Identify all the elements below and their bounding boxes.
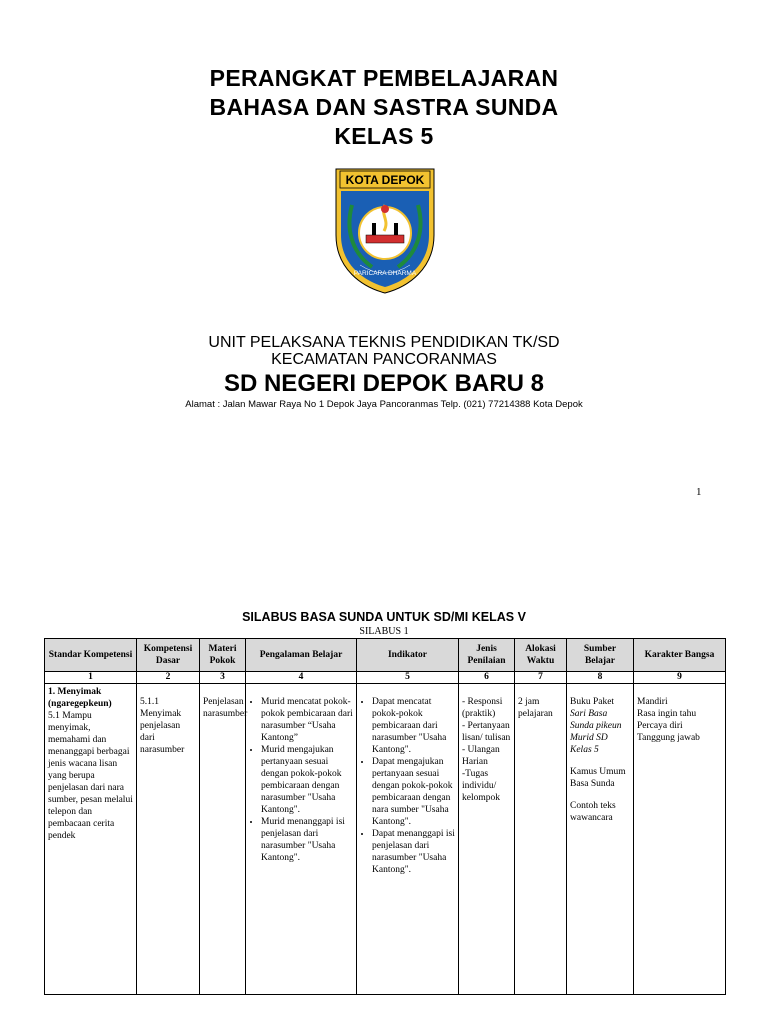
cell-karakter	[634, 684, 726, 995]
list-item: • Dapat menanggapi isi penjelasan dari narasumber "Usaha Kantong".	[372, 828, 455, 876]
header-kompetensi: Kompetensi Dasar	[137, 639, 200, 672]
logo-banner-text: KOTA DEPOK	[345, 173, 425, 187]
list-item: • Dapat mencatat pokok-pokok pembicaraan dari narasumber "Usaha Kantong".	[372, 696, 455, 756]
indikator-list	[360, 696, 455, 876]
list-item: • Murid mengajukan pertanyaan sesuai dengan pokok-pokok pembicaraan dengan narasumber "Usaha Kantong".	[261, 744, 353, 816]
alokasi-text: 2 jam pelajaran	[518, 697, 553, 719]
standar-heading: 1. Menyimak (ngaregepkeun)	[48, 687, 112, 709]
list-item: • Murid mencatat pokok-pokok pembicaraan dari narasumber “Usaha Kantong”	[261, 696, 353, 744]
unit-heading	[0, 334, 768, 368]
header-pengalaman: Pengalaman Belajar	[246, 639, 357, 672]
header-alokasi: Alokasi Waktu	[515, 639, 567, 672]
logo-motto-text: PARICARA DHARMA	[353, 270, 417, 277]
col-num-1: 1	[45, 672, 137, 684]
standar-text: 5.1 Mampu menyimak, memahami dan menanggapi berbagai jenis wacana lisan yang berupa penjelasan dari nara sumber, pesan melalui telepon dan pembacaan cerita pendek	[48, 711, 133, 841]
unit-line-2: KECAMATAN PANCORANMAS	[271, 351, 497, 368]
silabus-subtitle: SILABUS 1	[359, 626, 409, 637]
sumber-more: Kamus Umum Basa Sunda	[570, 767, 626, 789]
cell-indikator	[357, 684, 459, 995]
cell-standar	[45, 684, 137, 995]
cell-alokasi	[515, 684, 567, 995]
jenis-item: -Tugas individu/ kelompok	[462, 769, 500, 803]
page-number: 1	[696, 486, 702, 498]
header-karakter: Karakter Bangsa	[634, 639, 726, 672]
list-item: • Murid menanggapi isi penjelasan dari narasumber "Usaha Kantong".	[261, 816, 353, 864]
kompetensi-text: 5.1.1 Menyimak penjelasan dari narasumber	[140, 697, 185, 755]
cell-kompetensi	[137, 684, 200, 995]
sumber-more: Contoh teks wawancara	[570, 801, 616, 823]
column-number-row	[45, 672, 726, 684]
header-materi: Materi Pokok	[200, 639, 246, 672]
title-line-3: KELAS 5	[334, 123, 434, 149]
document-title	[0, 64, 768, 151]
karakter-item: Tanggung jawab	[637, 733, 700, 743]
col-num-8: 8	[567, 672, 634, 684]
karakter-item: Mandiri	[637, 697, 668, 707]
header-jenis: Jenis Penilaian	[459, 639, 515, 672]
jenis-item: - Ulangan Harian	[462, 745, 500, 767]
kota-depok-emblem	[332, 165, 438, 295]
karakter-item: Percaya diri	[637, 721, 683, 731]
silabus-table	[44, 638, 726, 995]
col-num-5: 5	[357, 672, 459, 684]
karakter-item: Rasa ingin tahu	[637, 709, 697, 719]
school-address: Alamat : Jalan Mawar Raya No 1 Depok Jaya Pancoranmas Telp. (021) 77214388 Kota Depok	[185, 399, 583, 410]
col-num-6: 6	[459, 672, 515, 684]
unit-line-1: UNIT PELAKSANA TEKNIS PENDIDIKAN TK/SD	[208, 334, 560, 351]
title-line-1: PERANGKAT PEMBELAJARAN	[209, 65, 559, 91]
header-indikator: Indikator	[357, 639, 459, 672]
cell-pengalaman	[246, 684, 357, 995]
cell-materi	[200, 684, 246, 995]
cell-jenis	[459, 684, 515, 995]
jenis-item: - Pertanyaan lisan/ tulisan	[462, 721, 511, 743]
col-num-3: 3	[200, 672, 246, 684]
sumber-italic: Sari Basa Sunda pikeun Murid SD Kelas 5	[570, 709, 622, 755]
col-num-9: 9	[634, 672, 726, 684]
table-header-row	[45, 639, 726, 672]
kota-depok-logo	[332, 165, 438, 295]
col-num-2: 2	[137, 672, 200, 684]
list-item: • Dapat mengajukan pertanyaan sesuai dengan pokok-pokok pembicaraan dengan nara sumber "Usaha Kantong".	[372, 756, 455, 828]
col-num-4: 4	[246, 672, 357, 684]
pengalaman-list	[249, 696, 353, 864]
silabus-title: SILABUS BASA SUNDA UNTUK SD/MI KELAS V	[242, 610, 526, 624]
header-sumber: Sumber Belajar	[567, 639, 634, 672]
header-standar: Standar Kompetensi	[45, 639, 137, 672]
table-row	[45, 684, 726, 995]
sumber-plain: Buku Paket	[570, 697, 615, 707]
jenis-item: - Responsi (praktik)	[462, 697, 503, 719]
cell-sumber	[567, 684, 634, 995]
col-num-7: 7	[515, 672, 567, 684]
materi-text: Penjelasan narasumber	[203, 697, 248, 719]
school-name: SD NEGERI DEPOK BARU 8	[223, 370, 545, 397]
title-line-2: BAHASA DAN SASTRA SUNDA	[209, 94, 559, 120]
